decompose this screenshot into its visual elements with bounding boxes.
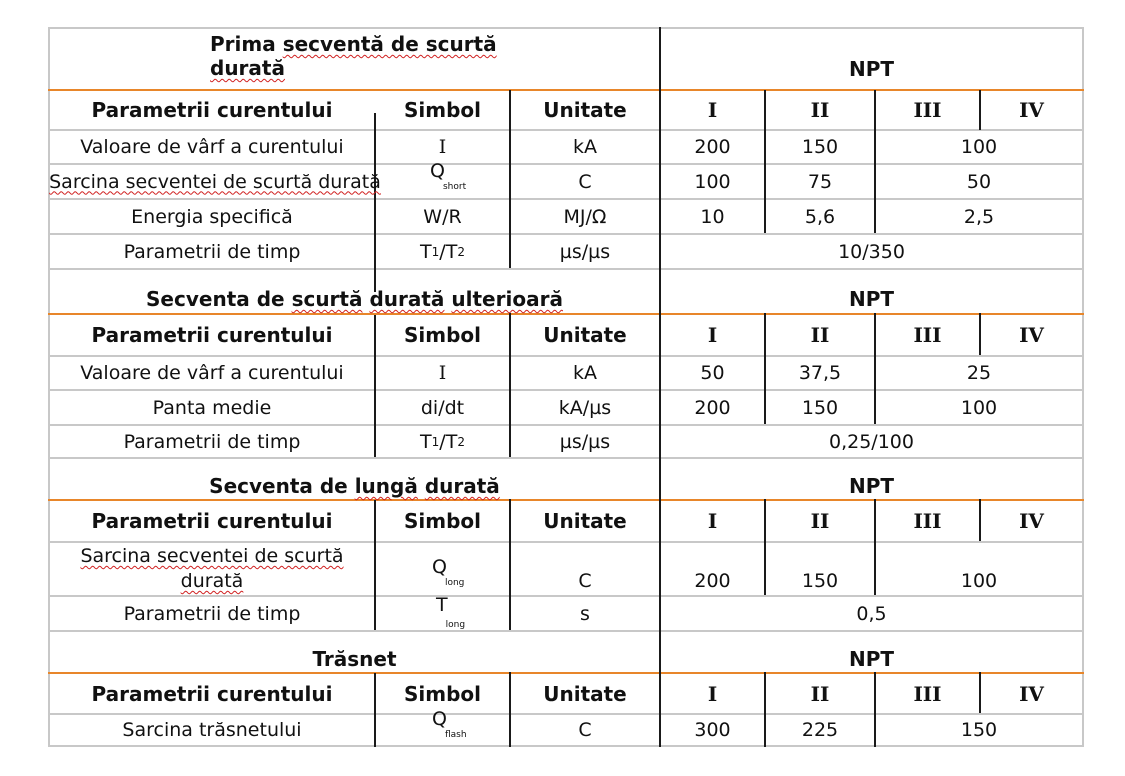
param-cell: Valoare de vârf a curentului (80, 136, 344, 158)
level-iv-header: IV (1019, 681, 1044, 706)
value-cell: 200 (694, 396, 731, 419)
unit-cell: C (578, 570, 592, 592)
unit-cell: kA (572, 362, 597, 384)
unit-cell: s (580, 602, 590, 625)
simbol-cell: I (438, 362, 447, 384)
value-cell: 37,5 (798, 362, 842, 384)
level-ii-header: II (810, 98, 830, 122)
param-header: Parametrii curentului (91, 323, 333, 347)
param-cell: Sarcina secventei de scurtă durată (49, 170, 381, 193)
param-cell: Panta medie (152, 396, 272, 419)
level-iii-header: III (913, 323, 942, 347)
value-cell: 0,5 (856, 602, 887, 625)
simbol-cell: T 1 /T 2 (420, 430, 465, 453)
value-cell: 10 (700, 205, 725, 228)
simbol-cell: $Q_{long}$ (432, 556, 465, 588)
value-cell: 150 (960, 719, 998, 741)
level-iv-header: IV (1019, 323, 1044, 347)
unitate-header: Unitate (543, 323, 627, 347)
param-cell: Energia specifică (131, 205, 293, 228)
level-iii-header: III (913, 509, 942, 533)
npt-header: NPT (848, 647, 895, 671)
simbol-header: Simbol (403, 681, 481, 706)
value-cell: 150 (801, 136, 839, 158)
value-cell: 100 (960, 396, 998, 419)
level-i-header: I (707, 509, 718, 533)
unit-cell: kA/µs (558, 396, 612, 419)
level-iii-header: III (913, 98, 942, 122)
divider (48, 630, 1084, 632)
simbol-cell: $T_{long}$ (436, 594, 466, 630)
level-i-header: I (707, 681, 718, 706)
npt-header: NPT (848, 474, 895, 498)
npt-header: NPT (848, 287, 895, 311)
param-cell: Parametrii de timp (123, 240, 301, 263)
unitate-header: Unitate (543, 509, 627, 533)
value-cell: 225 (801, 719, 839, 741)
level-ii-header: II (810, 323, 830, 347)
level-i-header: I (707, 98, 718, 122)
section-title: Prima secventă de scurtă (210, 32, 497, 56)
section-title: Trăsnet (312, 647, 397, 671)
unit-cell: µs/µs (559, 430, 611, 453)
param-cell: Sarcina trăsnetului (122, 719, 302, 741)
value-cell: 2,5 (963, 205, 995, 228)
section-title-line2: durată (210, 56, 285, 80)
section-title: Secventa de scurtă durată ulterioară (146, 287, 563, 311)
level-ii-header: II (810, 509, 830, 533)
value-cell: 200 (694, 136, 731, 158)
level-iv-header: IV (1019, 509, 1044, 533)
value-cell: 200 (694, 570, 731, 592)
param-cell: Parametrii de timp (123, 602, 301, 625)
value-cell: 75 (807, 170, 833, 193)
divider (48, 268, 1084, 270)
value-cell: 10/350 (838, 240, 905, 263)
value-cell: 25 (966, 362, 992, 384)
value-cell: 100 (694, 170, 731, 193)
simbol-cell: T 1 /T 2 (420, 240, 465, 263)
value-cell: 150 (801, 570, 839, 592)
value-cell: 300 (694, 719, 731, 741)
unit-cell: C (578, 170, 592, 193)
param-cell: Parametrii de timp (123, 430, 301, 453)
unit-cell: C (578, 719, 592, 741)
param-header: Parametrii curentului (91, 98, 333, 122)
divider (48, 457, 1084, 459)
unitate-header: Unitate (543, 98, 627, 122)
simbol-cell: I (438, 136, 447, 158)
value-cell: 50 (700, 362, 725, 384)
simbol-cell: W/R (423, 205, 462, 228)
param-cell-line2: durată (180, 570, 244, 592)
param-header: Parametrii curentului (91, 681, 333, 706)
unit-cell: MJ/Ω (563, 205, 607, 228)
value-cell: 0,25/100 (829, 430, 914, 453)
simbol-header: Simbol (403, 323, 481, 347)
value-cell: 5,6 (804, 205, 836, 228)
value-cell: 100 (960, 570, 998, 592)
simbol-cell: $Q_{flash}$ (432, 708, 467, 740)
value-cell: 100 (960, 136, 998, 158)
simbol-cell: di/dt (420, 396, 465, 419)
simbol-header: Simbol (403, 509, 481, 533)
level-iv-header: IV (1019, 98, 1044, 122)
simbol-header: Simbol (403, 98, 481, 122)
value-cell: 150 (801, 396, 839, 419)
simbol-cell: $Q_{short}$ (430, 160, 467, 192)
level-ii-header: II (810, 681, 830, 706)
unit-cell: kA (572, 136, 597, 158)
param-cell: Valoare de vârf a curentului (80, 362, 344, 384)
unit-cell: µs/µs (559, 240, 611, 263)
unitate-header: Unitate (543, 681, 627, 706)
section-title: Secventa de lungă durată (209, 474, 500, 498)
value-cell: 50 (966, 170, 992, 193)
param-cell: Sarcina secventei de scurtă (80, 545, 344, 567)
level-i-header: I (707, 323, 718, 347)
param-header: Parametrii curentului (91, 509, 333, 533)
npt-header: NPT (848, 57, 895, 81)
level-iii-header: III (913, 681, 942, 706)
